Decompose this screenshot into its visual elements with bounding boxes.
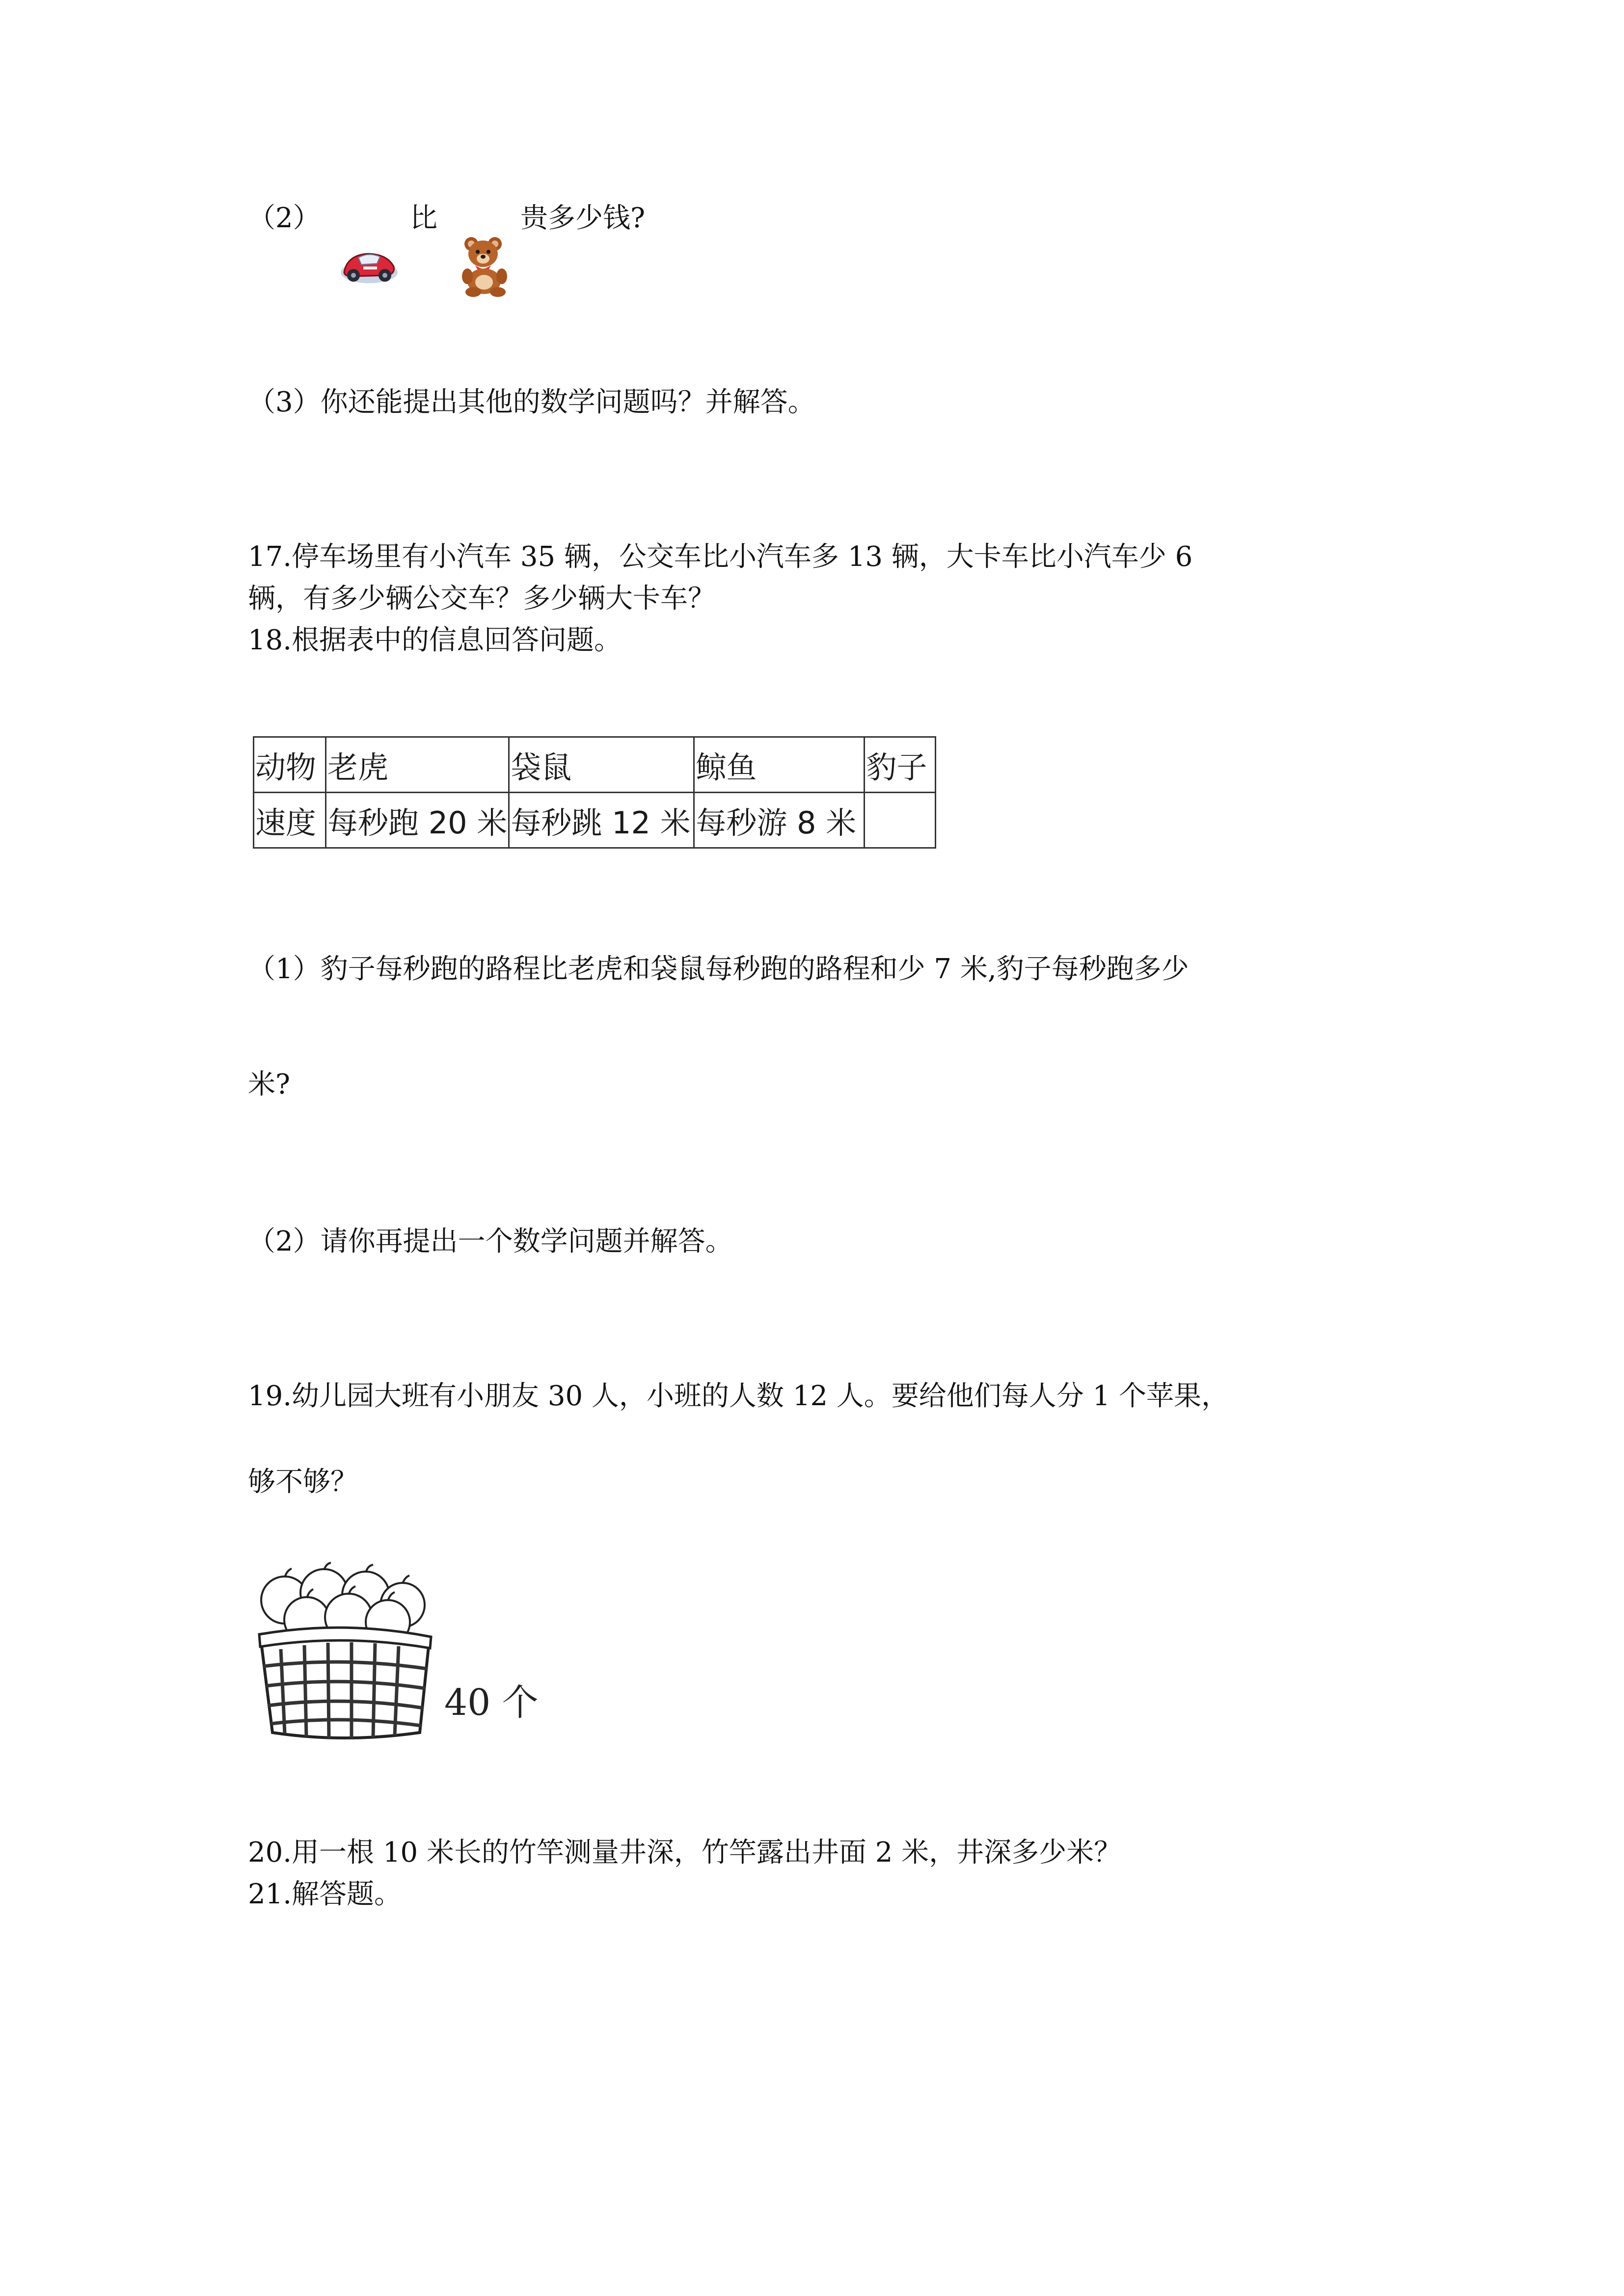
table-cell-animal: 鲸鱼: [694, 737, 865, 793]
table-row-header: 动物: [254, 737, 326, 793]
teddy-bear-icon: [457, 233, 515, 297]
q18-part1-line1: （1）豹子每秒跑的路程比老虎和袋鼠每秒跑的路程和少 7 米,豹子每秒跑多少: [248, 953, 1189, 985]
animal-speed-table: [253, 736, 936, 849]
apple-basket-icon: [250, 1561, 439, 1742]
table-cell-speed: 每秒跳 12 米: [509, 793, 694, 848]
q16-part3-text: （3）你还能提出其他的数学问题吗？并解答。: [248, 386, 815, 418]
q18-part2-text: （2）请你再提出一个数学问题并解答。: [248, 1226, 733, 1257]
q19-text-line2: 够不够？: [248, 1466, 358, 1498]
table-row-speed: [254, 793, 936, 848]
table-cell-speed: 每秒跑 20 米: [326, 793, 509, 848]
table-cell-animal: 老虎: [326, 737, 509, 793]
q17-text-line2: 辆，有多少辆公交车？多少辆大卡车？: [248, 583, 715, 614]
table-cell-speed: [865, 793, 936, 848]
table-cell-speed: 每秒游 8 米: [694, 793, 865, 848]
q21-text: 21.解答题。: [248, 1878, 402, 1910]
toy-car-icon: [339, 243, 400, 287]
q16-part2-suffix: 贵多少钱?: [520, 202, 646, 234]
q18-part1-line2: 米?: [248, 1068, 291, 1100]
table-cell-animal: 袋鼠: [509, 737, 694, 793]
q20-text: 20.用一根 10 米长的竹竿测量井深，竹竿露出井面 2 米，井深多少米？: [248, 1837, 1122, 1869]
q17-text-line1: 17.停车场里有小汽车 35 辆，公交车比小汽车多 13 辆，大卡车比小汽车少 6: [248, 541, 1193, 573]
basket-apple-count: 40 个: [444, 1682, 539, 1724]
table-row-header: 速度: [254, 793, 326, 848]
q18-title: 18.根据表中的信息回答问题。: [248, 624, 622, 656]
q16-part2-prefix: （2）: [248, 202, 321, 234]
table-cell-animal: 豹子: [865, 737, 936, 793]
q16-compare-word: 比: [410, 202, 437, 234]
table-row-animal: [254, 737, 936, 793]
q19-text-line1: 19.幼儿园大班有小朋友 30 人，小班的人数 12 人。要给他们每人分 1 个苹果，: [248, 1380, 1229, 1412]
